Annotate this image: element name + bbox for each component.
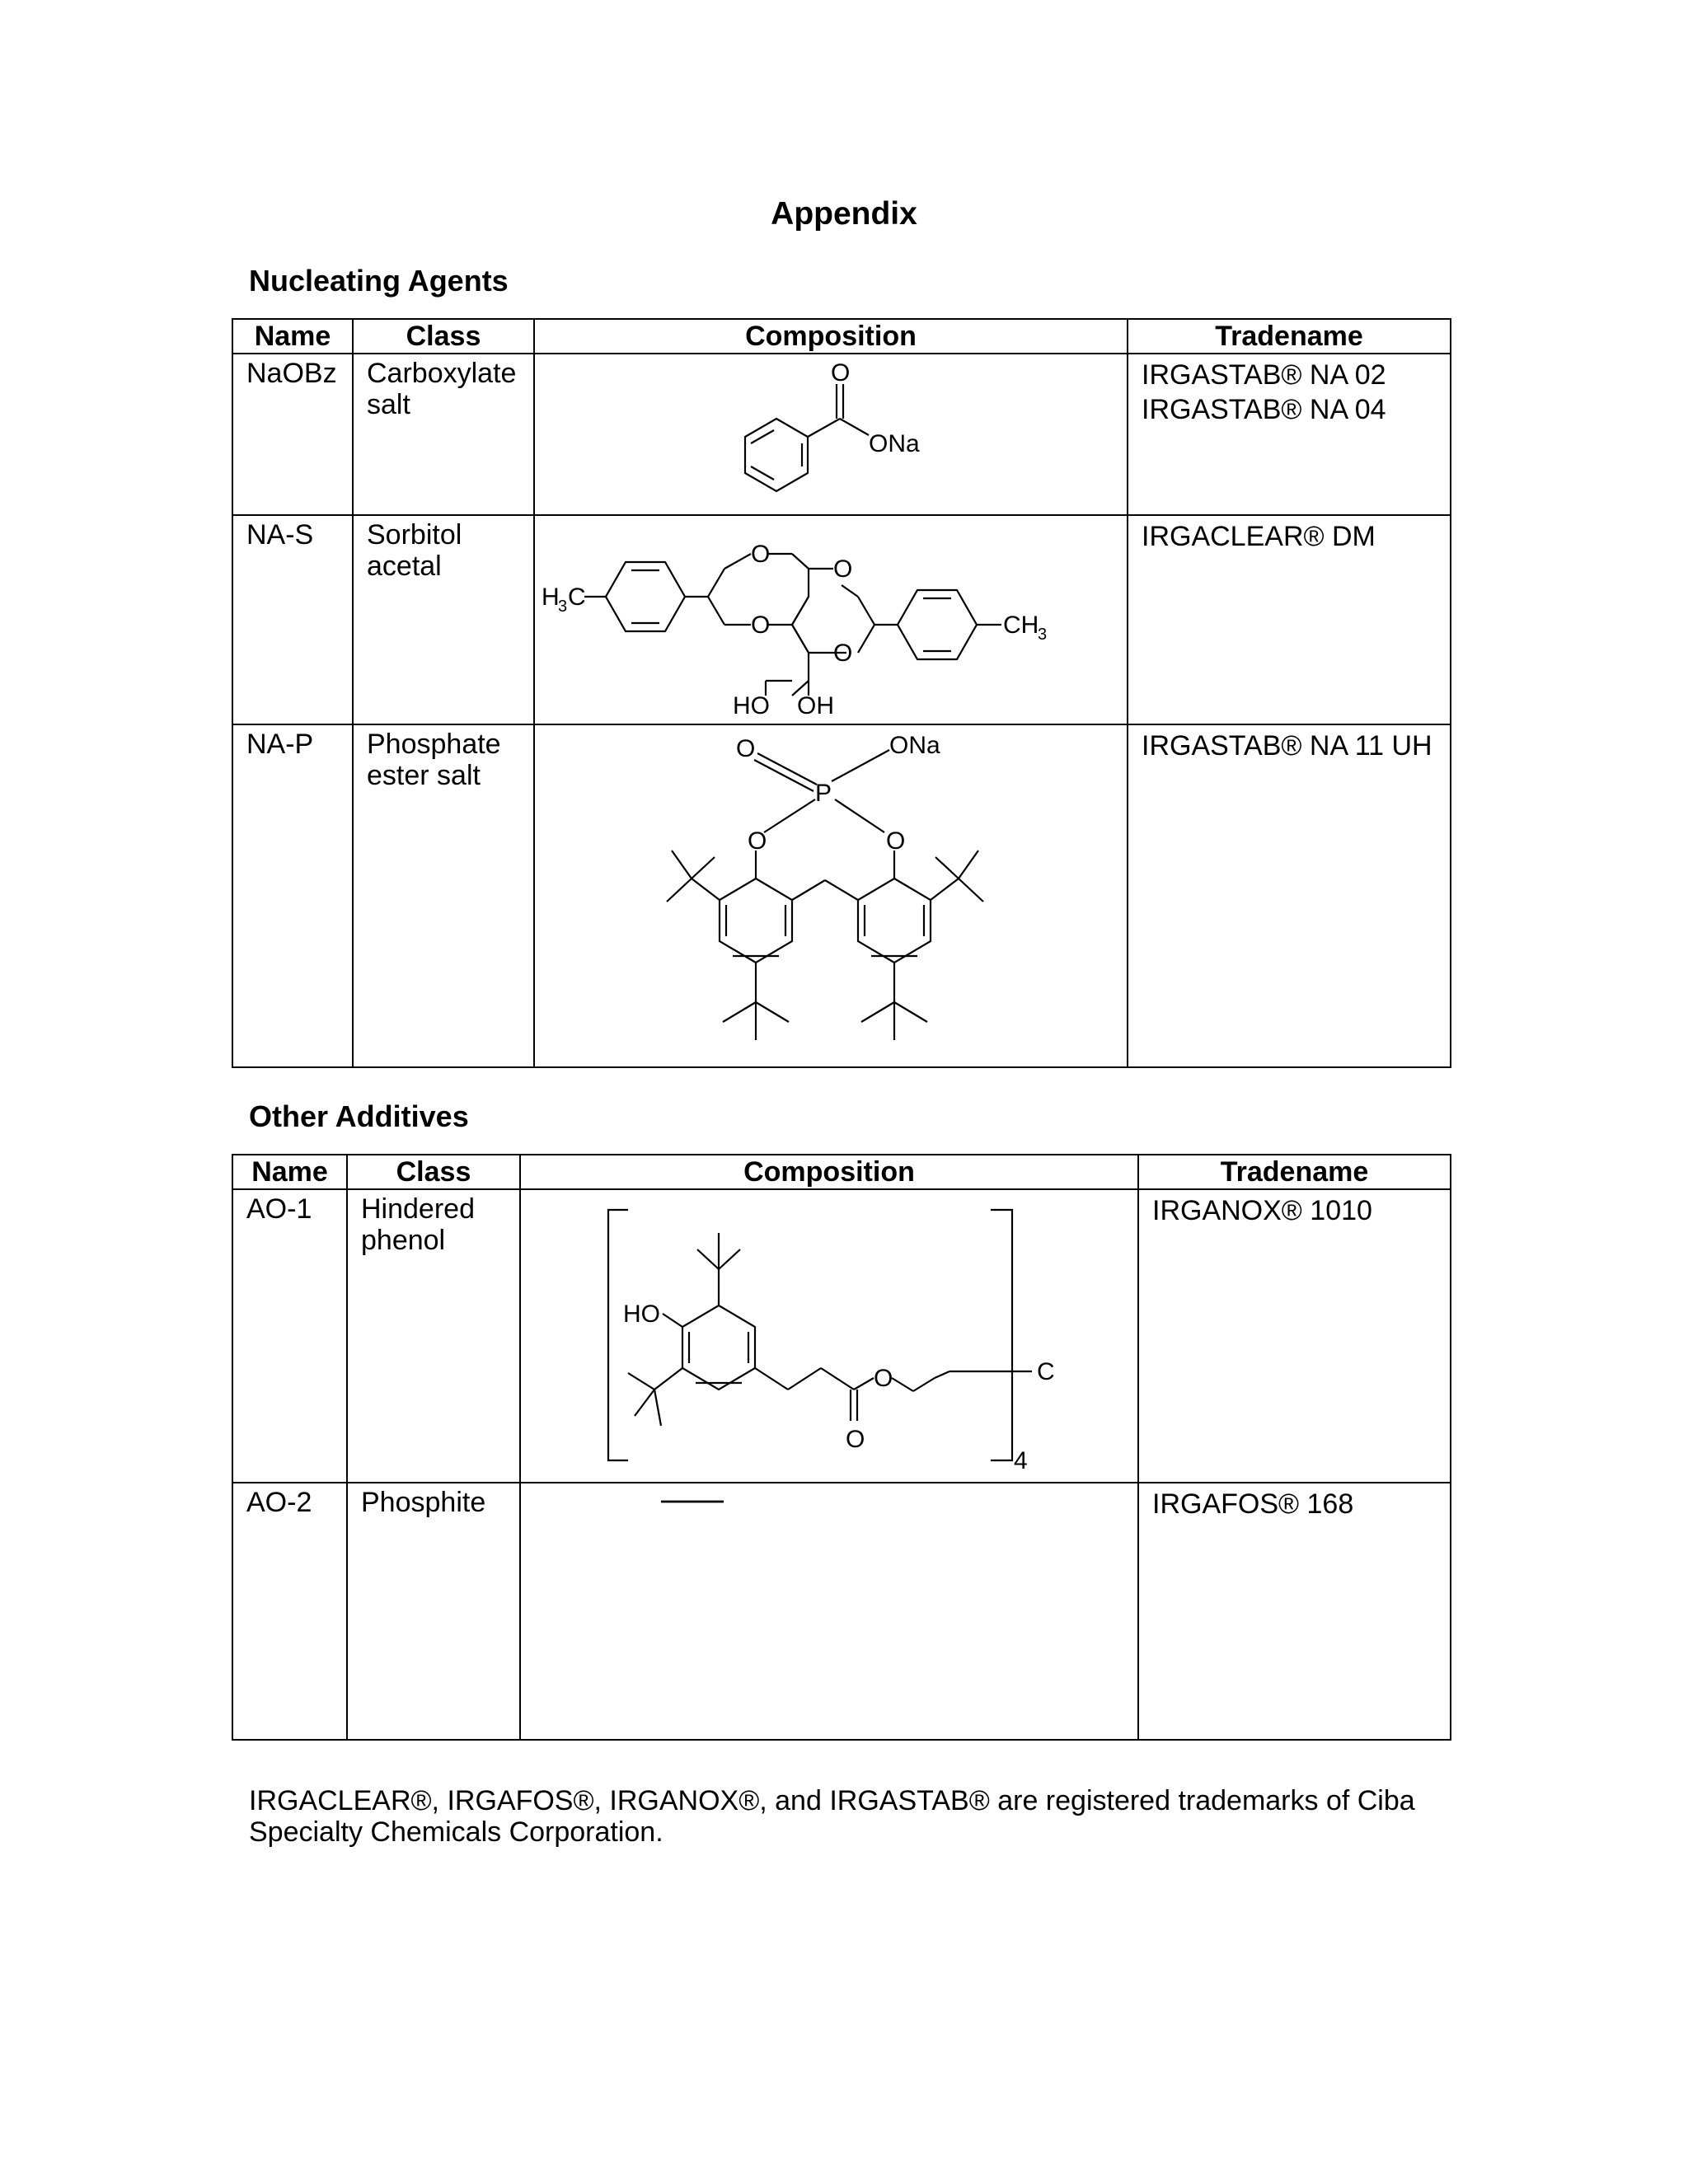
- label-ona: ONa: [869, 430, 920, 457]
- tradename: IRGAFOS® 168: [1152, 1488, 1354, 1520]
- tradename: IRGANOX® 1010: [1152, 1195, 1372, 1226]
- nucleating-agents-table: [232, 318, 1451, 1068]
- header-class: Class: [353, 319, 534, 354]
- row-name: NA-S: [246, 519, 314, 551]
- header-tradename: Tradename: [1128, 319, 1451, 354]
- other-additives-heading: Other Additives: [249, 1099, 469, 1133]
- label-o: O: [751, 541, 771, 568]
- label-o: O: [833, 555, 853, 583]
- label-c: C: [1037, 1358, 1055, 1385]
- label-o: O: [751, 612, 771, 639]
- nucleating-agents-heading: Nucleating Agents: [249, 264, 509, 298]
- table-row: [232, 1189, 1451, 1483]
- label-o: O: [886, 827, 906, 855]
- label-sub: 3: [1038, 626, 1048, 644]
- header-composition: Composition: [534, 319, 1128, 354]
- row-name: AO-1: [246, 1193, 312, 1225]
- header-tradename: Tradename: [1138, 1155, 1451, 1189]
- label-o: O: [874, 1365, 893, 1392]
- table-row: [232, 724, 1451, 1067]
- table-header-row: [232, 1155, 1451, 1189]
- label-ho: HO: [623, 1301, 660, 1328]
- header-class: Class: [347, 1155, 520, 1189]
- label-p: P: [815, 780, 832, 807]
- other-additives-table: [232, 1154, 1451, 1741]
- row-name: NA-P: [246, 729, 314, 760]
- label-ho: HO: [733, 692, 770, 719]
- label-oh: OH: [797, 692, 834, 719]
- tradename: IRGASTAB® NA 11 UH: [1142, 730, 1432, 762]
- trademark-footnote: IRGACLEAR®, IRGAFOS®, IRGANOX®, and IRGASTAB® are registered trademarks of Ciba Specialty Chemicals Corporation.: [249, 1785, 1415, 1848]
- page-title: Appendix: [771, 196, 917, 232]
- table-row: [232, 354, 1451, 515]
- header-name: Name: [232, 319, 353, 354]
- row-name: NaOBz: [246, 358, 337, 389]
- structure-nap: [534, 724, 1128, 1067]
- label-o: O: [831, 359, 851, 387]
- tradename: IRGACLEAR® DM: [1142, 521, 1376, 552]
- header-name: Name: [232, 1155, 347, 1189]
- label-o: O: [833, 640, 853, 667]
- label-c: C: [568, 583, 586, 611]
- row-class: Sorbitol acetal: [367, 519, 462, 582]
- structure-ao2: [520, 1483, 1138, 1740]
- structure-ao1: [520, 1189, 1138, 1483]
- header-composition: Composition: [520, 1155, 1138, 1189]
- row-class: Phosphite: [361, 1487, 486, 1518]
- label-o: O: [748, 827, 767, 855]
- label-sub: 3: [558, 598, 568, 616]
- structure-naobz: [534, 354, 1128, 515]
- label-o: O: [846, 1426, 865, 1453]
- row-class: Phosphate ester salt: [367, 729, 501, 791]
- label-n: 4: [1014, 1447, 1028, 1474]
- structure-nas: [534, 515, 1128, 724]
- label-ona: ONa: [889, 732, 940, 759]
- label-o: O: [736, 735, 756, 762]
- table-header-row: [232, 319, 1451, 354]
- tradename: IRGASTAB® NA 04: [1142, 394, 1386, 425]
- row-class: Hindered phenol: [361, 1193, 475, 1256]
- row-class: Carboxylate salt: [367, 358, 517, 420]
- tradename: IRGASTAB® NA 02: [1142, 359, 1386, 391]
- table-row: [232, 1483, 1451, 1740]
- table-row: [232, 515, 1451, 724]
- label-h: H: [542, 583, 560, 611]
- row-name: AO-2: [246, 1487, 312, 1518]
- label-ch: CH: [1003, 612, 1039, 639]
